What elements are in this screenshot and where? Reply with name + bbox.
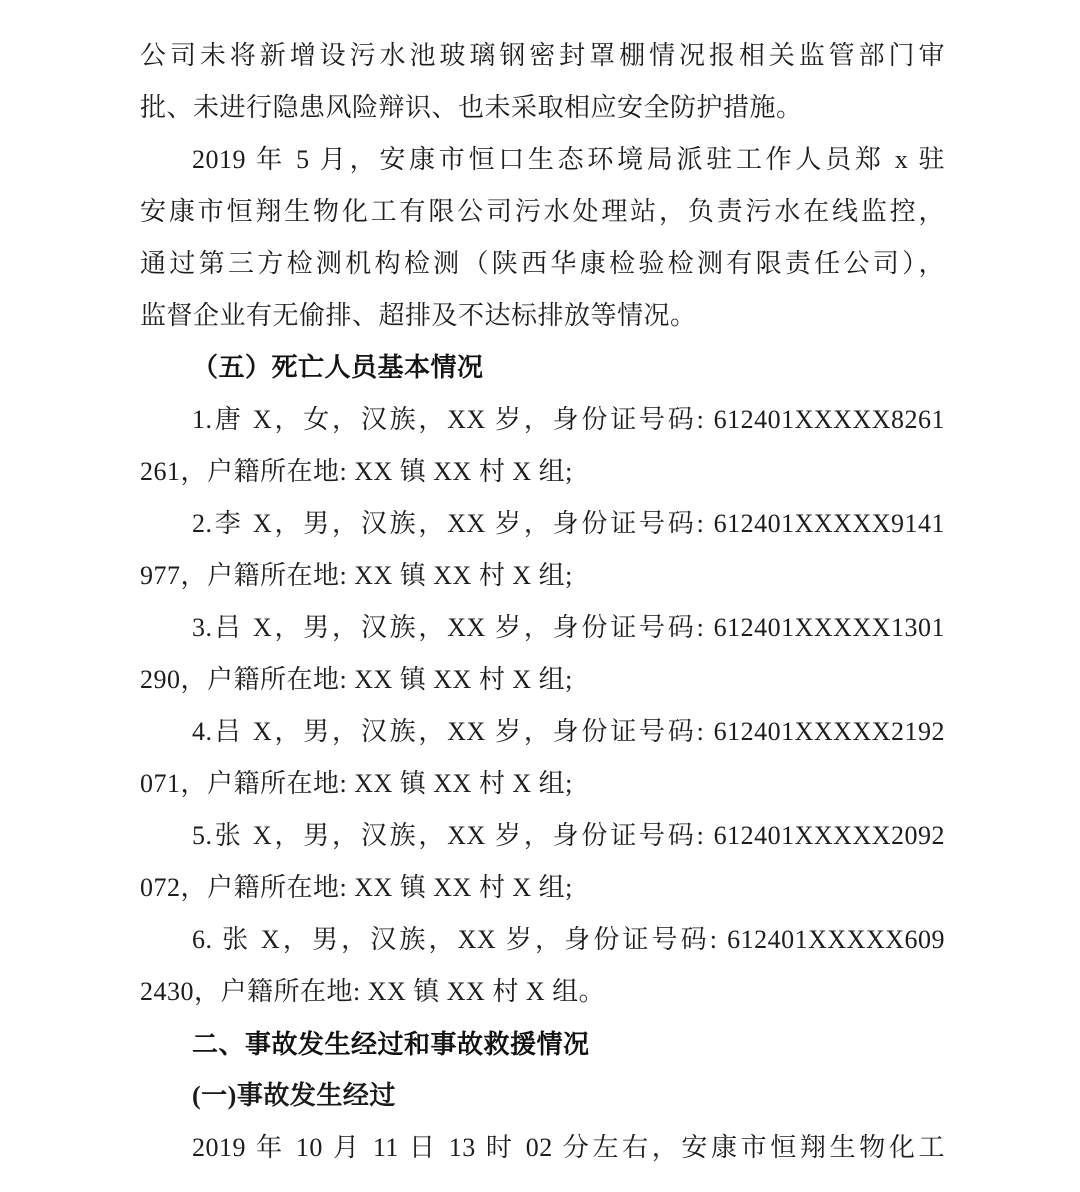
deceased-entry-line: 290，户籍所在地: XX 镇 XX 村 X 组; [140, 665, 573, 694]
deceased-entry-line: 4.吕 X，男，汉族，XX 岁，身份证号码: 612401XXXXX2192 [192, 717, 945, 746]
deceased-entry-line: 3.吕 X，男，汉族，XX 岁，身份证号码: 612401XXXXX1301 [192, 613, 945, 642]
paragraph-line: 批、未进行隐患风险辩识、也未采取相应安全防护措施。 [140, 93, 803, 122]
deceased-entry-line: 072，户籍所在地: XX 镇 XX 村 X 组; [140, 873, 573, 902]
heading-subsection-1: (一)事故发生经过 [192, 1081, 396, 1110]
deceased-entry-line: 261，户籍所在地: XX 镇 XX 村 X 组; [140, 457, 573, 486]
paragraph-line: 2019 年 10 月 11 日 13 时 02 分左右，安康市恒翔生物化工 [192, 1133, 945, 1162]
deceased-entry-line: 1.唐 X，女，汉族，XX 岁，身份证号码: 612401XXXXX8261 [192, 405, 945, 434]
heading-section-2: 二、事故发生经过和事故救援情况 [192, 1029, 590, 1059]
deceased-entry-line: 2.李 X，男，汉族，XX 岁，身份证号码: 612401XXXXX9141 [192, 509, 945, 538]
deceased-entry-line: 071，户籍所在地: XX 镇 XX 村 X 组; [140, 769, 573, 798]
deceased-entry-line: 977，户籍所在地: XX 镇 XX 村 X 组; [140, 561, 573, 590]
heading-deceased-persons: （五）死亡人员基本情况 [192, 353, 484, 382]
paragraph-line: 安康市恒翔生物化工有限公司污水处理站，负责污水在线监控， [140, 197, 945, 226]
paragraph-line: 公司未将新增设污水池玻璃钢密封罩棚情况报相关监管部门审 [140, 41, 945, 70]
paragraph-line: 监督企业有无偷排、超排及不达标排放等情况。 [140, 301, 697, 330]
deceased-entry-line: 2430，户籍所在地: XX 镇 XX 村 X 组。 [140, 977, 606, 1006]
deceased-entry-line: 5.张 X，男，汉族，XX 岁，身份证号码: 612401XXXXX2092 [192, 821, 945, 850]
paragraph-line: 2019 年 5 月，安康市恒口生态环境局派驻工作人员郑 x 驻 [192, 145, 945, 174]
deceased-entry-line: 6. 张 X，男，汉族，XX 岁，身份证号码: 612401XXXXX609 [192, 925, 945, 954]
paragraph-line: 通过第三方检测机构检测（陕西华康检验检测有限责任公司）， [140, 249, 945, 278]
